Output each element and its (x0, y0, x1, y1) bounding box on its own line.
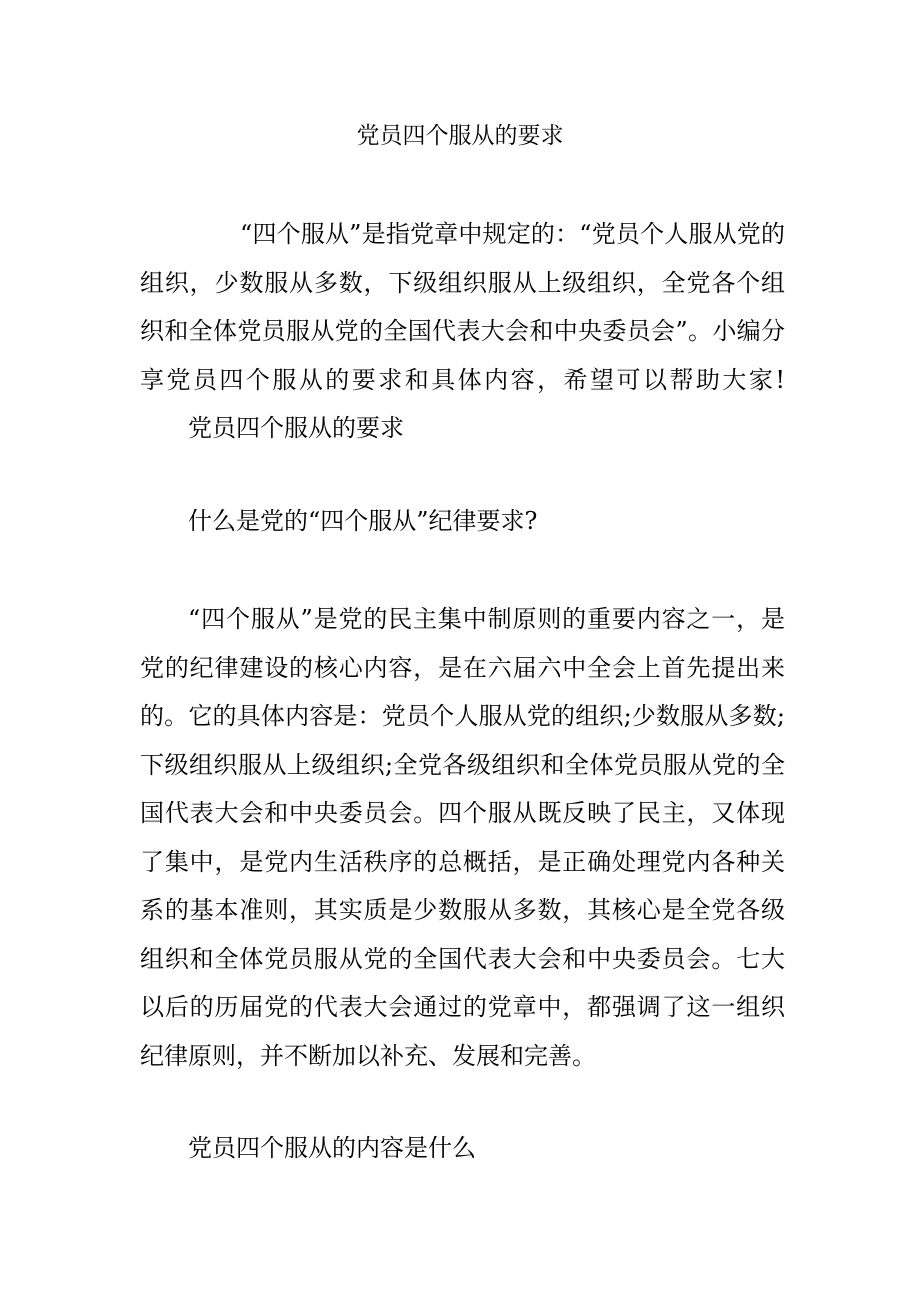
question-heading-2: 党员四个服从的内容是什么 (188, 1134, 476, 1162)
document-title: 党员四个服从的要求 (356, 123, 564, 149)
answer-paragraph-1: “四个服从”是党的民主集中制原则的重要内容之一，是党的纪律建设的核心内容，是在六届六中全会上首先提出来的。它的具体内容是：党员个人服从党的组织;少数服从多数;下级组织服从上级组织;全党各级组织和全体党员服从党的全国代表大会和中央委员会。四个服从既反映了民主，又体现了集中，是党内生活秩序的总概括，是正确处理党内各种关系的基本准则，其实质是少数服从多数，其核心是全党各级组织和全体党员服从党的全国代表大会和中央委员会。七大以后的历届党的代表大会通过的党章中，都强调了这一组织纪律原则，并不断加以补充、发展和完善。 (140, 605, 785, 1070)
intro-heading: 党员四个服从的要求 (188, 414, 404, 442)
intro-text: “四个服从”是指党章中规定的：“党员个人服从党的组织，少数服从多数，下级组织服从上级组织，全党各个组织和全体党员服从党的全国代表大会和中央委员会”。小编分享党员四个服从的要求和具体内容，希望可以帮助大家! (140, 220, 785, 394)
question-heading-1: 什么是党的“四个服从”纪律要求? (188, 507, 538, 535)
intro-paragraph (140, 210, 785, 453)
